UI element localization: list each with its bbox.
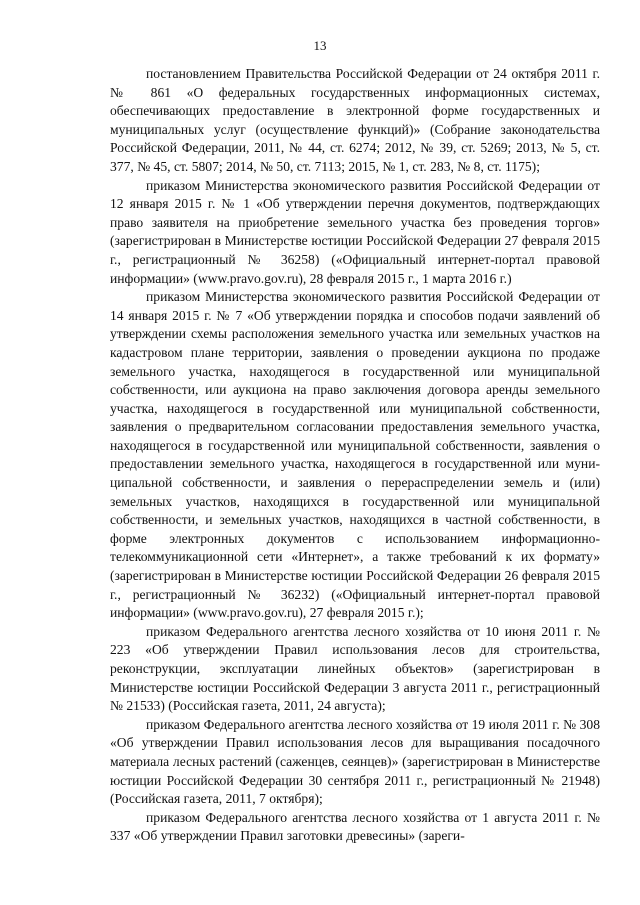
- paragraph-order-forestry-308: приказом Федерального агентства лесного хозяйства от 19 июля 2011 г. № 308 «Об утверждении Правил использования лесов для выращивания посадочного материала лесных растений (саженцев, сеянцев)» (зарегистрирован в Министерстве юстиции Российской Федерации 30 сентября 2011 г., регистрационный № 21948) (Российская газета, 2011, 7 октября);: [110, 716, 600, 807]
- paragraph-order-forestry-337: приказом Федерального агентства лесного хозяйства от 1 августа 2011 г. № 337 «Об утверждении Правил заготовки древесины» (зареги-: [110, 809, 600, 844]
- paragraph-order-economic-development-7: приказом Министерства экономического развития Российской Федерации от 14 января 2015 г. № 7 «Об утверждении порядка и способов подачи заявлений об утверждении схемы расположения земельного участка или земельных участков на кадастровом плане территории, заявления о проведении аукциона по продаже земельного участка, находящегося в государственной или муниципальной собственности, или аукциона на право заключения договора аренды земельного участка, находящегося в государственной или муниципальной собственности, заявления о предварительном согласовании предоставления земельного участка, находящегося в государственной или муниципальной собственности, заявления о предоставлении земельного участка, находящегося в государственной или муниципальной собственности, и заявления о перераспределении земель и (или) земельных участков, находящихся в государственной или муниципальной собственности, и земельных участков, находящихся в частной собственности, в форме электронных документов с использованием информационно-телекоммуникационной сети «Интернет», а также требований к их формату» (зарегистрирован в Министерстве юстиции Российской Федерации 26 февраля 2015 г., регистрационный № 36232) («Официальный интернет-портал правовой информации» (www.pravo.gov.ru), 27 февраля 2015 г.);: [110, 289, 600, 621]
- document-body: [110, 65, 600, 846]
- page-number: 13: [313, 38, 327, 53]
- paragraph-order-economic-development-1: приказом Министерства экономического развития Российской Федерации от 12 января 2015 г. № 1 «Об утверждении перечня документов, подтверждающих право заявителя на приобретение земельного участка без проведения торгов» (зарегистрирован в Министерстве юстиции Российской Федерации 27 февраля 2015 г., регистрационный № 36258) («Официальный интернет-портал правовой информации» (www.pravo.gov.ru), 28 февраля 2015 г., 1 марта 2016 г.): [110, 177, 600, 286]
- paragraph-order-forestry-223: приказом Федерального агентства лесного хозяйства от 10 июня 2011 г. № 223 «Об утверждении Правил использования лесов для строительства, реконструкции, эксплуатации линейных объектов» (зарегистрирован в Министерстве юстиции Российской Федерации 3 августа 2011 г., регистрационный № 21533) (Российская газета, 2011, 24 августа);: [110, 623, 600, 714]
- paragraph-government-decree: постановлением Правительства Российской Федерации от 24 октября 2011 г. № 861 «О федеральных государственных информационных системах, обеспечивающих предоставление в электронной форме государственных и муниципальных услуг (осуществление функций)» (Собрание законодательства Российской Федерации, 2011, № 44, ст. 6274; 2012, № 39, ст. 5269; 2013, № 5, ст. 377, № 45, ст. 5807; 2014, № 50, ст. 7113; 2015, № 1, ст. 283, № 8, ст. 1175);: [110, 66, 600, 174]
